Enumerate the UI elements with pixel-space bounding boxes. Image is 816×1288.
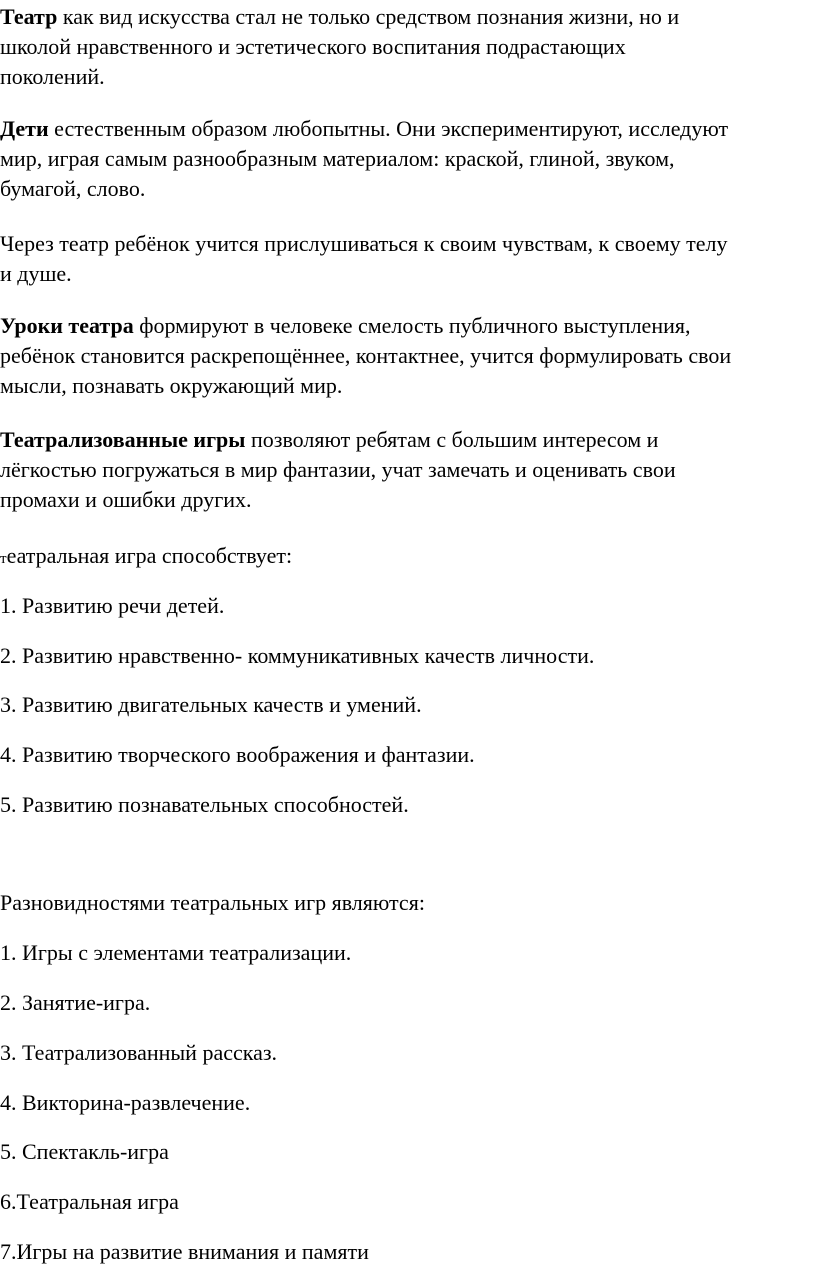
paragraph-line: лёгкостью погружаться в мир фантазии, учат замечать и оценивать свои	[0, 457, 676, 482]
list-item: 2. Развитию нравственно- коммуникативных качеств личности.	[0, 643, 595, 668]
paragraph-through-theatre	[0, 229, 816, 289]
paragraph-line: Уроки театра формируют в человеке смелость публичного выступления,	[0, 313, 691, 338]
bold-term: Театрализованные игры	[0, 427, 246, 452]
paragraph-theatrical-games	[0, 425, 816, 515]
paragraph-line: поколений.	[0, 64, 105, 89]
paragraph-children	[0, 114, 816, 204]
list-item: 6.Театральная игра	[0, 1189, 179, 1214]
list-item: 3. Развитию двигательных качеств и умений.	[0, 692, 422, 717]
list-heading-benefits: театральная игра способствует:	[0, 543, 293, 568]
list-item: 7.Игры на развитие внимания и памяти	[0, 1239, 369, 1264]
paragraph-line: ребёнок становится раскрепощённее, контактнее, учится формулировать свои	[0, 343, 732, 368]
paragraph-line: и душе.	[0, 261, 72, 286]
list-heading-types: Разновидностями театральных игр являются:	[0, 890, 425, 915]
paragraph-line: мысли, познавать окружающий мир.	[0, 373, 343, 398]
list-item: 1. Развитию речи детей.	[0, 593, 225, 618]
list-item: 2. Занятие-игра.	[0, 990, 151, 1015]
bold-term: Уроки театра	[0, 313, 134, 338]
paragraph-line: промахи и ошибки других.	[0, 487, 252, 512]
paragraph-line: Театр как вид искусства стал не только средством познания жизни, но и	[0, 4, 680, 29]
paragraph-theatre-lessons	[0, 311, 816, 401]
list-item: 5. Спектакль-игра	[0, 1139, 169, 1164]
bold-term: Театр	[0, 4, 58, 29]
paragraph-theatre	[0, 2, 816, 92]
paragraph-line: мир, играя самым разнообразным материалом: краской, глиной, звуком,	[0, 146, 675, 171]
list-item: 1. Игры с элементами театрализации.	[0, 940, 352, 965]
paragraph-line: бумагой, слово.	[0, 176, 146, 201]
list-item: 5. Развитию познавательных способностей.	[0, 792, 409, 817]
paragraph-line: Театрализованные игры позволяют ребятам с большим интересом и	[0, 427, 659, 452]
paragraph-line: Дети естественным образом любопытны. Они экспериментируют, исследуют	[0, 116, 729, 141]
list-item: 4. Развитию творческого воображения и фантазии.	[0, 742, 475, 767]
list-item: 4. Викторина-развлечение.	[0, 1090, 251, 1115]
list-item: 3. Театрализованный рассказ.	[0, 1040, 278, 1065]
paragraph-line: Через театр ребёнок учится прислушиваться к своим чувствам, к своему телу	[0, 231, 728, 256]
heading-initial-letter: т	[0, 551, 7, 567]
paragraph-line: школой нравственного и эстетического воспитания подрастающих	[0, 34, 626, 59]
bold-term: Дети	[0, 116, 49, 141]
